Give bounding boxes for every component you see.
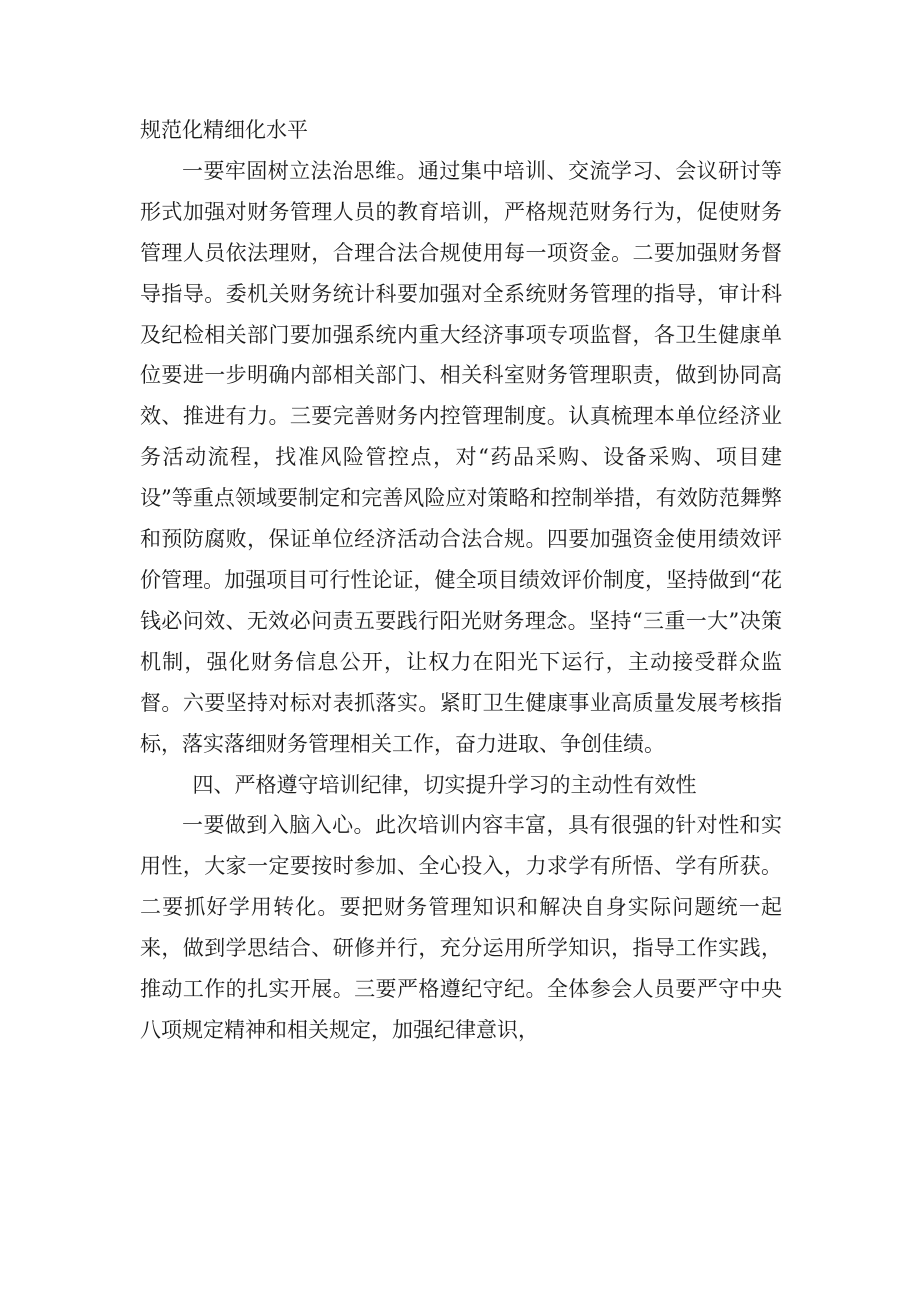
document-body (140, 110, 782, 1051)
paragraph-training-discipline: 一要做到入脑入心。此次培训内容丰富，具有很强的针对性和实用性，大家一定要按时参加、全心投入，力求学有所悟、学有所获。二要抓好学用转化。要把财务管理知识和解决自身实际问题统一起来，做到学思结合、研修并行，充分运用所学知识，指导工作实践，推动工作的扎实开展。三要严格遵纪守纪。全体参会人员要严守中央八项规定精神和相关规定，加强纪律意识， (140, 813, 782, 1042)
paragraph-continuation: 规范化精细化水平 (140, 118, 308, 142)
paragraph-financial-management: 一要牢固树立法治思维。通过集中培训、交流学习、会议研讨等形式加强对财务管理人员的教育培训，严格规范财务行为，促使财务管理人员依法理财，合理合法合规使用每一项资金。二要加强财务督导指导。委机关财务统计科要加强对全系统财务管理的指导，审计科及纪检相关部门要加强系统内重大经济事项专项监督，各卫生健康单位要进一步明确内部相关部门、相关科室财务管理职责，做到协同高效、推进有力。三要完善财务内控管理制度。认真梳理本单位经济业务活动流程，找准风险管控点，对“药品采购、设备采购、项目建设”等重点领域要制定和完善风险应对策略和控制举措，有效防范舞弊和预防腐败，保证单位经济活动合法合规。四要加强资金使用绩效评价管理。加强项目可行性论证，健全项目绩效评价制度，坚持做到“花钱必问效、无效必问责五要践行阳光财务理念。坚持“三重一大”决策机制，强化财务信息公开，让权力在阳光下运行，主动接受群众监督。六要坚持对标对表抓落实。紧盯卫生健康事业高质量发展考核指标，落实落细财务管理相关工作，奋力进取、争创佳绩。 (140, 158, 782, 756)
section-heading-training-discipline: 四、严格遵守培训纪律，切实提升学习的主动性有效性 (192, 772, 697, 797)
